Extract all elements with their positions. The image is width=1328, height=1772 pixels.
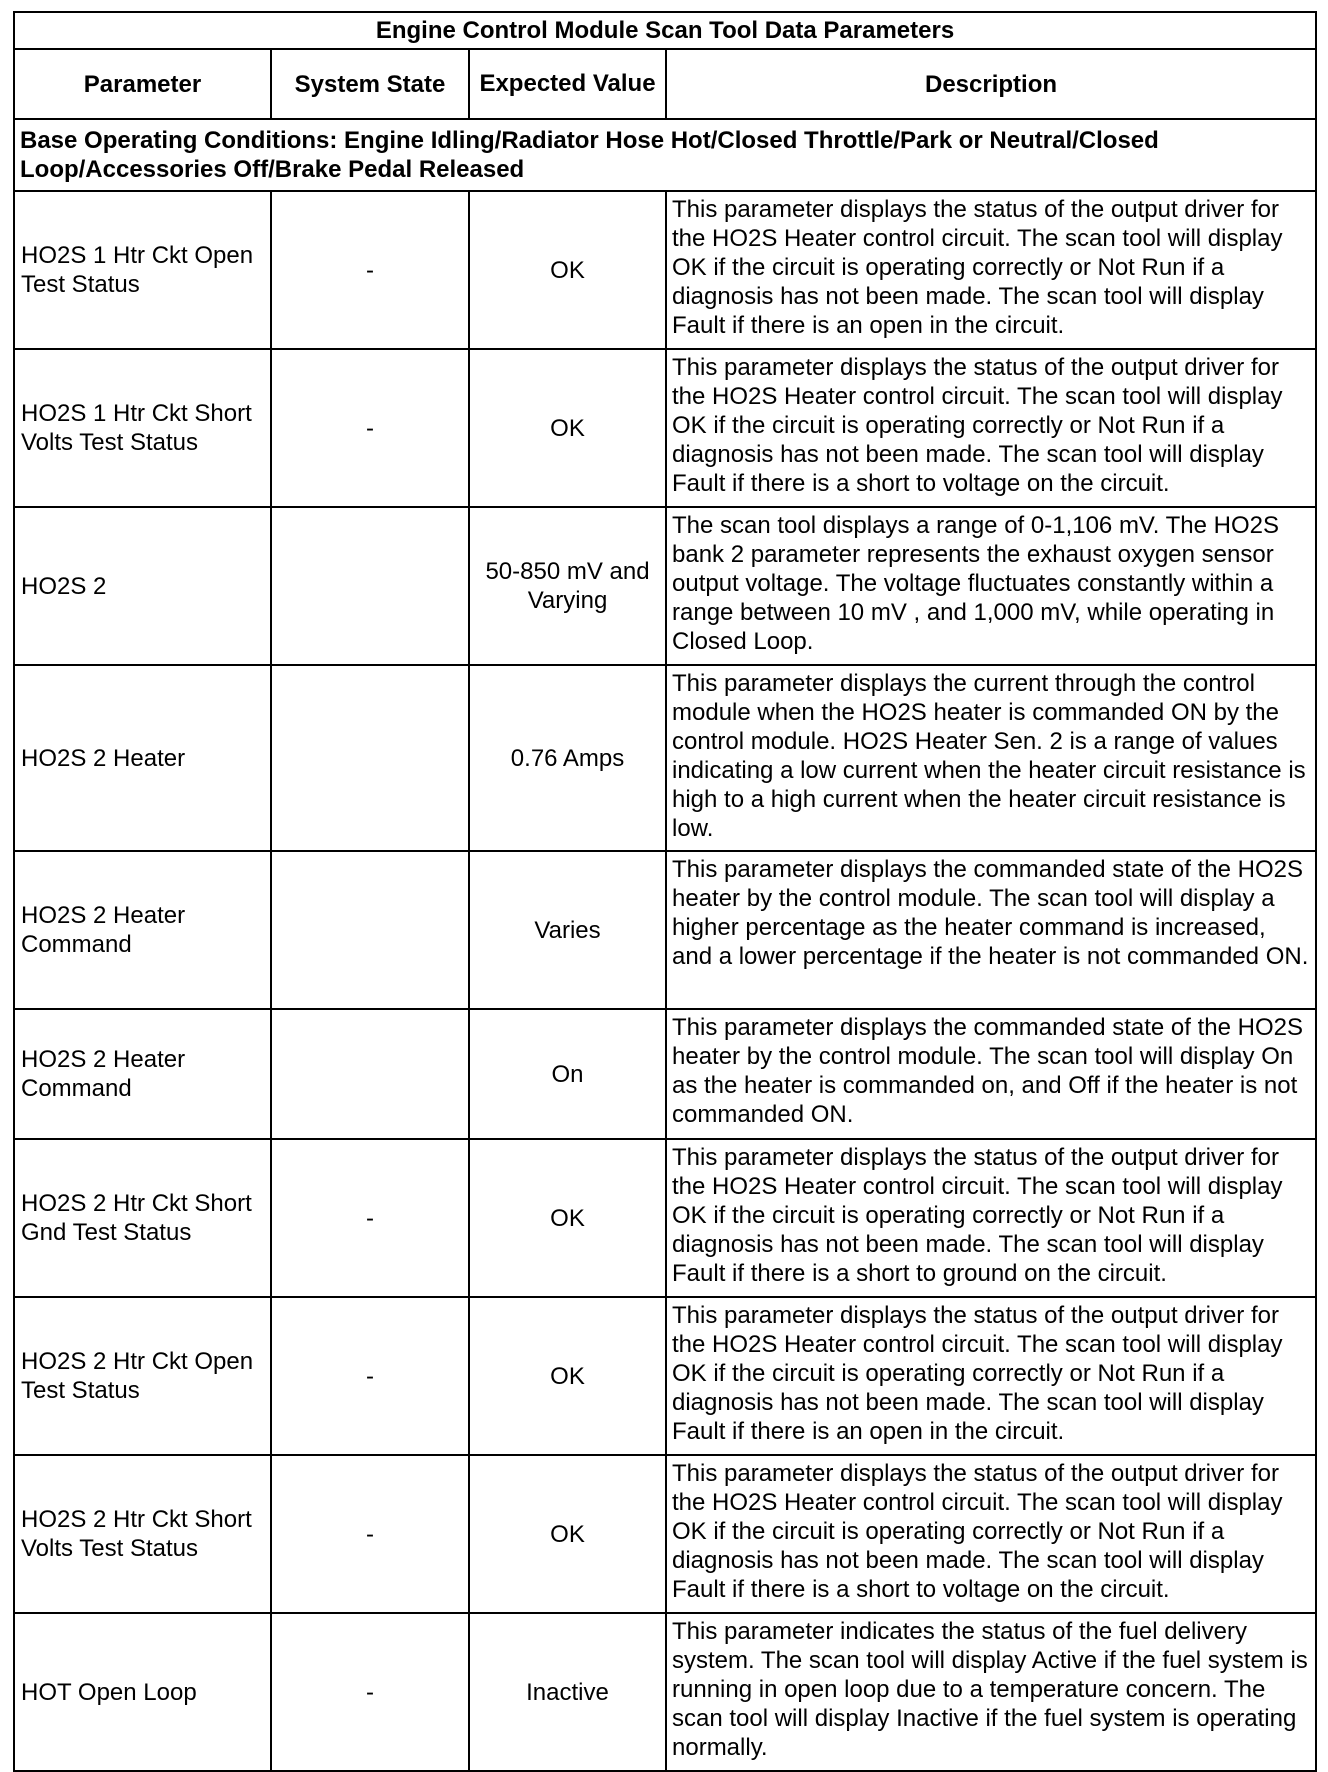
table-row [14,349,1316,507]
expected-value-cell: Inactive [469,1613,666,1771]
parameter-cell: HO2S 2 [14,507,271,665]
table-row [14,191,1316,349]
parameter-cell: HOT Open Loop [14,1613,271,1771]
header-description: Description [666,49,1316,119]
expected-value-cell: Varies [469,851,666,1009]
expected-value-cell: 0.76 Amps [469,665,666,851]
table-row [14,1297,1316,1455]
parameter-cell: HO2S 2 Heater Command [14,1009,271,1139]
header-system-state: System State [271,49,469,119]
parameter-cell: HO2S 2 Htr Ckt Short Volts Test Status [14,1455,271,1613]
table-row [14,665,1316,851]
description-cell: This parameter displays the status of the output driver for the HO2S Heater control circuit. The scan tool will display OK if the circuit is operating correctly or Not Run if a diagnosis has not been made. The scan tool will display Fault if there is a short to voltage on the circuit. [666,349,1316,507]
table-row [14,1455,1316,1613]
expected-value-cell: OK [469,1455,666,1613]
table-title-row [14,12,1316,49]
description-cell: This parameter indicates the status of the fuel delivery system. The scan tool will display Active if the fuel system is running in open loop due to a temperature concern. The scan tool will display Inactive if the fuel system is operating normally. [666,1613,1316,1771]
expected-value-cell: OK [469,191,666,349]
system-state-cell: - [271,1297,469,1455]
description-cell: The scan tool displays a range of 0-1,106 mV. The HO2S bank 2 parameter represents the exhaust oxygen sensor output voltage. The voltage fluctuates constantly within a range between 10 mV , and 1,000 mV, while operating in Closed Loop. [666,507,1316,665]
system-state-cell [271,507,469,665]
system-state-cell [271,851,469,1009]
parameter-cell: HO2S 1 Htr Ckt Short Volts Test Status [14,349,271,507]
parameter-cell: HO2S 2 Heater [14,665,271,851]
parameter-cell: HO2S 1 Htr Ckt Open Test Status [14,191,271,349]
expected-value-cell: OK [469,1139,666,1297]
expected-value-cell: 50-850 mV and Varying [469,507,666,665]
system-state-cell: - [271,1613,469,1771]
scan-tool-data-table [13,11,1317,1772]
expected-value-cell: On [469,1009,666,1139]
expected-value-cell: OK [469,1297,666,1455]
parameter-cell: HO2S 2 Heater Command [14,851,271,1009]
table-title: Engine Control Module Scan Tool Data Parameters [14,12,1316,49]
description-cell: This parameter displays the commanded state of the HO2S heater by the control module. The scan tool will display On as the heater is commanded on, and Off if the heater is not commanded ON. [666,1009,1316,1139]
system-state-cell: - [271,1139,469,1297]
base-conditions: Base Operating Conditions: Engine Idling/Radiator Hose Hot/Closed Throttle/Park or Neutral/Closed Loop/Accessories Off/Brake Pedal Released [14,119,1316,191]
header-expected-value: Expected Value [469,49,666,119]
table-row [14,1139,1316,1297]
description-cell: This parameter displays the current through the control module when the HO2S heater is commanded ON by the control module. HO2S Heater Sen. 2 is a range of values indicating a low current when the heater circuit resistance is high to a high current when the heater circuit resistance is low. [666,665,1316,851]
parameter-cell: HO2S 2 Htr Ckt Short Gnd Test Status [14,1139,271,1297]
description-cell: This parameter displays the commanded state of the HO2S heater by the control module. The scan tool will display a higher percentage as the heater command is increased, and a lower percentage if the heater is not commanded ON. [666,851,1316,1009]
expected-value-cell: OK [469,349,666,507]
description-cell: This parameter displays the status of the output driver for the HO2S Heater control circuit. The scan tool will display OK if the circuit is operating correctly or Not Run if a diagnosis has not been made. The scan tool will display Fault if there is an open in the circuit. [666,191,1316,349]
parameter-cell: HO2S 2 Htr Ckt Open Test Status [14,1297,271,1455]
system-state-cell: - [271,349,469,507]
table-row [14,507,1316,665]
base-conditions-row [14,119,1316,191]
system-state-cell: - [271,191,469,349]
system-state-cell [271,1009,469,1139]
description-cell: This parameter displays the status of the output driver for the HO2S Heater control circuit. The scan tool will display OK if the circuit is operating correctly or Not Run if a diagnosis has not been made. The scan tool will display Fault if there is a short to voltage on the circuit. [666,1455,1316,1613]
table-row [14,1613,1316,1771]
system-state-cell [271,665,469,851]
table-row [14,1009,1316,1139]
table-row [14,851,1316,1009]
description-cell: This parameter displays the status of the output driver for the HO2S Heater control circuit. The scan tool will display OK if the circuit is operating correctly or Not Run if a diagnosis has not been made. The scan tool will display Fault if there is a short to ground on the circuit. [666,1139,1316,1297]
header-parameter: Parameter [14,49,271,119]
table-header-row [14,49,1316,119]
description-cell: This parameter displays the status of the output driver for the HO2S Heater control circuit. The scan tool will display OK if the circuit is operating correctly or Not Run if a diagnosis has not been made. The scan tool will display Fault if there is an open in the circuit. [666,1297,1316,1455]
system-state-cell: - [271,1455,469,1613]
